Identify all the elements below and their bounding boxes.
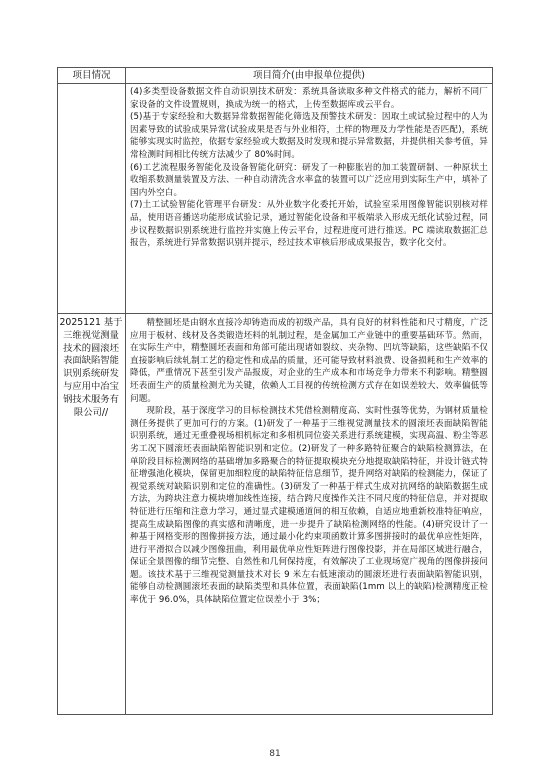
header-project-summary: 项目简介(由申报单位提供)	[253, 70, 365, 81]
summary-paragraph: 精整圆坯是由钢水直接冷却铸造而成的初级产品，具有良好的材料性能和尺寸精度，广泛应用于板材、线材及各类锻造坯料的轧制过程，是金属加工产业链中的重要基础环节。然而，在实际生产中，精整圆坯表面和角部可能出现诸如裂纹、夹杂物、凹坑等缺陷，这些缺陷不仅直接影响后续轧制工艺的稳定性和成品的质量，还可能导致材料浪费、设备损耗和生产效率的降低，严重情况下甚至引发产品报废，对企业的生产成本和市场竞争力带来不利影响。精整圆坯表面生产的质量检测尤为关键，依赖人工目视的传统检测方式存在如误差较大、效率偏低等问题。	[130, 318, 488, 404]
summary-paragraph: (4)多类型设备数据文件自动识别技术研发：系统具备读取多种文件格式的能力，解析不同厂家设备的文件设置规则，换成为统一的格式，上传至数据库或云平台。	[130, 87, 488, 110]
project-info-cell: 2025121 基于三维视觉测量技术的圆滚坯表面缺陷智能识别系统研发与应用中冶宝钢技术服务有限公司//	[59, 317, 123, 418]
continued-summary-cell	[130, 86, 488, 250]
summary-paragraph: (5)基于专家经验和大数据异常数据智能化筛选及预警技术研发：因取土或试验过程中的人为因素导致的试验成果异常(试验成果是否与外业相符，土样的物理及力学性能是否匹配)，系统能够实现实时监控，依据专家经验或大数据及时发现和提示异常数据，并提供相关参考值，异常检测时间相比传统方法减少了 80%时间。	[130, 112, 488, 160]
project-summary-cell	[130, 317, 488, 607]
project-table	[57, 67, 493, 715]
summary-paragraph: (7)土工试验智能化管理平台研发：从外业数字化委托开始，试验室采用图像智能识别核对样品，使用语音播送功能形成试验记录，通过智能化设备和平板端录入形成无纸化试验过程，同步议程数据识别系统进行监控并实施上传云平台，过程进度可进行推送。PC 端读取数据汇总报告，系统进行异常数据识别并提示，经过技术审核后形成成果报告，数字化交付。	[130, 200, 488, 249]
header-project-status: 项目情况	[72, 70, 111, 81]
page-number: 81	[269, 749, 281, 759]
row-divider	[58, 313, 492, 314]
summary-paragraph: 现阶段，基于深度学习的目标检测技术凭借检测精度高、实时性强等优势，为钢材质量检测任务提供了更加可行的方案。(1)研发了一种基于三维视觉测量技术的圆滚坯表面缺陷智能识别系统，通过无重叠视场相机标定和多相机同位姿关系进行系统建模，实现高温、粉尘等恶劣工况下圆滚坯表面缺陷智能识别和定位。(2)研发了一种多路特征聚合的缺陷检测算法，在单阶段目标检测网络的基础增加多路聚合的特征提取模块充分地提取缺陷特征，并设计链式特征增强池化模块，保留更加细粒度的缺陷特征信息细节，提升网络对缺陷的检测能力，保证了视觉系统对缺陷识别和定位的准确性。(3)研发了一种基于样式生成对抗网络的缺陷数据生成方法，为跨块注意力模块增加线性连接，结合跨尺度操作关注不同尺度的特征信息，并对提取特征进行压缩和注意力学习，通过显式建模通道间的相互依赖，自适应地重新校准特征响应，提高生成缺陷图像的真实感和清晰度，进一步提升了缺陷检测网络的性能。(4)研究设计了一种基于网格变形的图像拼接方法，通过最小化约束项函数计算多图拼接时的最优单应性矩阵，进行平滑拟合以减少图像扭曲，利用最优单应性矩阵进行图像投影，并在局部区域进行融合，保证全景图像的细节完整、自然性和几何保持度，有效解决了工业现场宽广视角的图像拼接问题。该技术基于三维视觉测量技术对长 9 米左右低速滚动的圆滚坯进行表面缺陷智能识别，能够自动检测圆滚坯表面的缺陷类型和具体位置，表面缺陷(1mm 以上的缺陷)检测精度正检率优于 96.0%，具体缺陷位置定位误差小于 3%；	[130, 406, 488, 606]
table-header-row	[58, 68, 492, 84]
summary-paragraph: (6)工艺流程服务智能化及设备智能化研究：研发了一种膨胀岩的加工装置研制、一种原状土收缩系数测量装置及方法、一种自动清洗含水率盒的装置可以广泛应用到实际生产中，填补了国内外空白。	[130, 162, 488, 198]
column-divider	[125, 68, 126, 714]
